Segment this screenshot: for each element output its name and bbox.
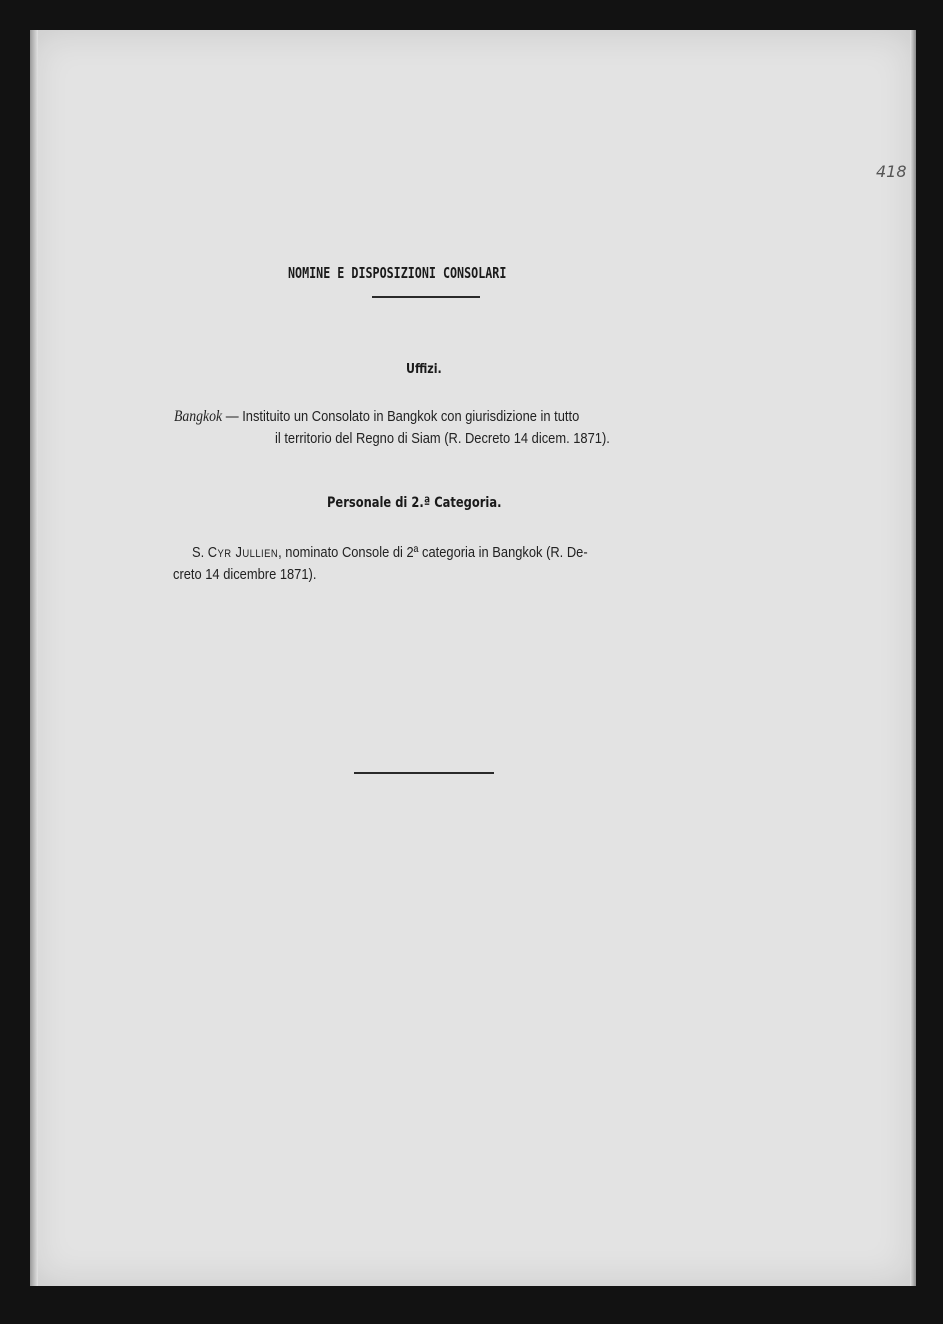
entry-place-name: Bangkok (174, 408, 223, 425)
folio-number: 418 (876, 162, 907, 181)
entry-text: il territorio del Regno di Siam (R. Decreto 14 dicem. 1871). (275, 430, 610, 447)
personale-entry-line-2 (173, 566, 316, 583)
entry-prefix: S. (192, 544, 208, 561)
entry-text: Instituito un Consolato in Bangkok con giurisdizione in tutto (242, 408, 580, 425)
section-heading-personale: Personale di 2.ª Categoria. (327, 495, 502, 511)
entry-text: , nominato Console di 2ª categoria in Bangkok (R. De- (278, 544, 588, 561)
uffizi-entry-line-1 (174, 408, 579, 426)
entry-text: creto 14 dicembre 1871). (173, 566, 317, 583)
document-page (30, 30, 916, 1286)
uffizi-entry-line-2 (275, 430, 610, 447)
page-title: NOMINE E DISPOSIZIONI CONSOLARI (288, 264, 507, 282)
end-divider (354, 772, 494, 774)
section-heading-uffizi: Uffizi. (406, 362, 442, 377)
personale-entry-line-1 (192, 544, 588, 561)
title-underline-divider (372, 296, 480, 298)
entry-person-name: Cyr Jullien (207, 544, 279, 561)
entry-dash: — (222, 408, 243, 425)
